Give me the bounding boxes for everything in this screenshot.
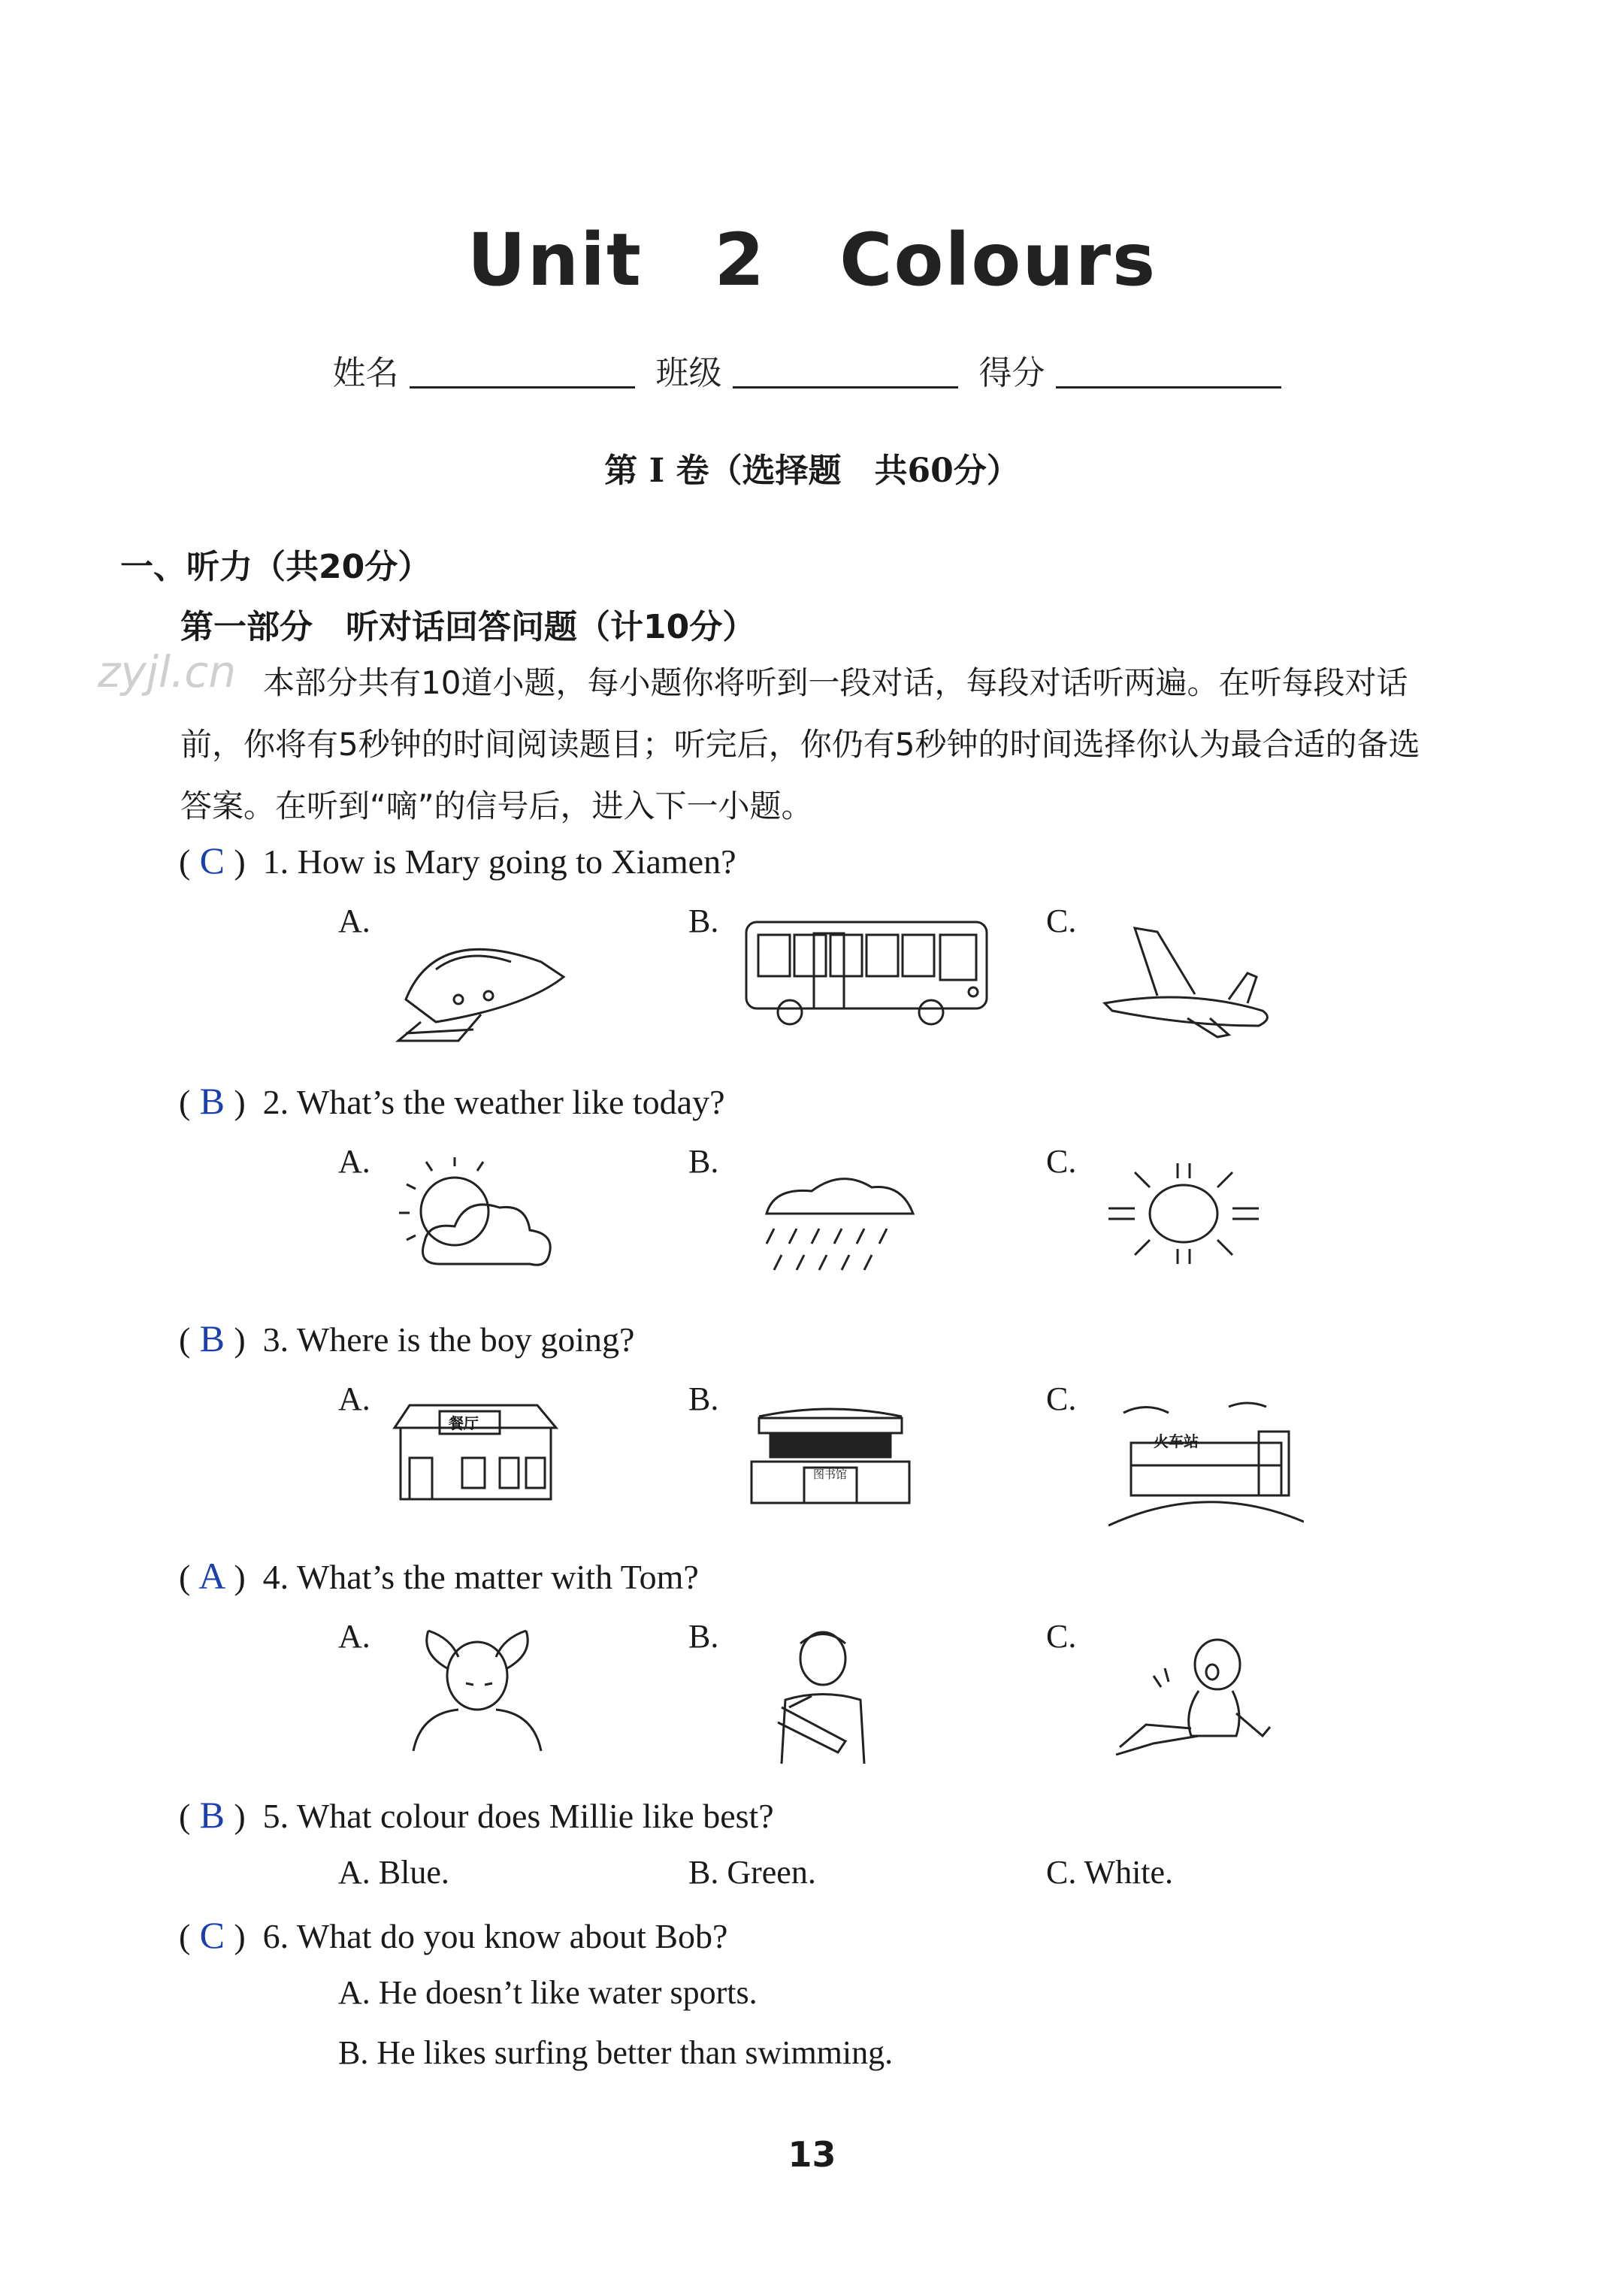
page-title: Unit 2 Colours <box>467 218 1157 302</box>
bus-icon <box>740 911 996 1031</box>
q4-option-b[interactable]: B. <box>688 1618 719 1655</box>
q5-option-b[interactable]: B. Green. <box>688 1854 816 1891</box>
q6-option-b[interactable]: B. He likes surfing better than swimming. <box>338 2034 894 2071</box>
q1-option-a[interactable]: A. <box>338 903 370 939</box>
q1-option-b[interactable]: B. <box>688 903 719 939</box>
page-number: 13 <box>788 2134 836 2175</box>
class-blank[interactable] <box>733 353 958 389</box>
q5-option-c[interactable]: C. White. <box>1046 1854 1174 1891</box>
score-label: 得分 <box>978 354 1045 392</box>
sun-icon <box>1101 1157 1266 1270</box>
name-label: 姓名 <box>332 354 399 392</box>
question-2-text: 2. What’s the weather like today? <box>262 1083 725 1121</box>
library-icon <box>744 1401 917 1507</box>
answer-4: A <box>198 1555 226 1597</box>
q6-option-a[interactable]: A. He doesn’t like water sports. <box>338 1974 758 2011</box>
question-2: ( B ) 2. What’s the weather like today? <box>179 1080 725 1122</box>
answer-2: B <box>199 1080 225 1122</box>
broken-arm-icon <box>767 1625 879 1767</box>
question-1: ( C ) 1. How is Mary going to Xiamen? <box>179 839 736 881</box>
restaurant-sign: 餐厅 <box>449 1414 479 1432</box>
q4-option-a[interactable]: A. <box>338 1618 370 1655</box>
q2-option-a[interactable]: A. <box>338 1143 370 1180</box>
question-6: ( C ) 6. What do you know about Bob? <box>179 1914 728 1956</box>
train-station-icon <box>1108 1398 1304 1533</box>
volume-heading: 第 I 卷（选择题 共60分） <box>604 452 1020 490</box>
q5-option-a[interactable]: A. Blue. <box>338 1854 449 1891</box>
score-blank[interactable] <box>1056 353 1281 389</box>
q4-option-c[interactable]: C. <box>1046 1618 1077 1655</box>
headache-icon <box>406 1623 549 1758</box>
q1-option-c[interactable]: C. <box>1046 903 1077 939</box>
instructions: 本部分共有10道小题，每小题你将听到一段对话，每段对话听两遍。在听每段对话前，你将有5秒钟的时间阅读题目；听完后，你仍有5秒钟的时间选择你认为最合适的备选答案。在听到“嘀”的信号后，进入下一小题。 <box>180 664 1420 824</box>
watermark: zyjl.cn <box>98 646 237 697</box>
section-heading: 一、听力（共20分） <box>120 548 431 586</box>
q2-option-b[interactable]: B. <box>688 1143 719 1180</box>
answer-3: B <box>199 1317 225 1359</box>
class-label: 班级 <box>655 354 722 392</box>
train-icon <box>391 909 571 1045</box>
question-4: ( A ) 4. What’s the matter with Tom? <box>179 1555 699 1597</box>
answer-1: C <box>199 839 225 881</box>
question-1-text: 1. How is Mary going to Xiamen? <box>262 842 736 881</box>
restaurant-icon <box>387 1398 560 1503</box>
answer-5: B <box>199 1794 225 1836</box>
q3-option-b[interactable]: B. <box>688 1380 719 1417</box>
hurt-leg-icon <box>1101 1631 1281 1758</box>
student-info-line <box>0 346 1624 394</box>
answer-6: C <box>199 1914 225 1956</box>
q3-option-a[interactable]: A. <box>338 1380 370 1417</box>
question-3: ( B ) 3. Where is the boy going? <box>179 1317 635 1359</box>
part-heading: 第一部分 听对话回答问题（计10分） <box>180 608 756 646</box>
question-3-text: 3. Where is the boy going? <box>262 1320 635 1359</box>
question-6-text: 6. What do you know about Bob? <box>262 1917 728 1955</box>
rain-icon <box>744 1161 924 1289</box>
q3-option-c[interactable]: C. <box>1046 1380 1077 1417</box>
train-station-sign: 火车站 <box>1154 1432 1199 1450</box>
name-blank[interactable] <box>410 353 635 389</box>
cloudy-icon <box>395 1151 567 1279</box>
question-5: ( B ) 5. What colour does Millie like best? <box>179 1794 774 1836</box>
airplane-icon <box>1097 913 1278 1041</box>
question-5-text: 5. What colour does Millie like best? <box>262 1797 774 1835</box>
q2-option-c[interactable]: C. <box>1046 1143 1077 1180</box>
library-sign: 图书馆 <box>813 1468 848 1481</box>
question-4-text: 4. What’s the matter with Tom? <box>262 1558 699 1596</box>
